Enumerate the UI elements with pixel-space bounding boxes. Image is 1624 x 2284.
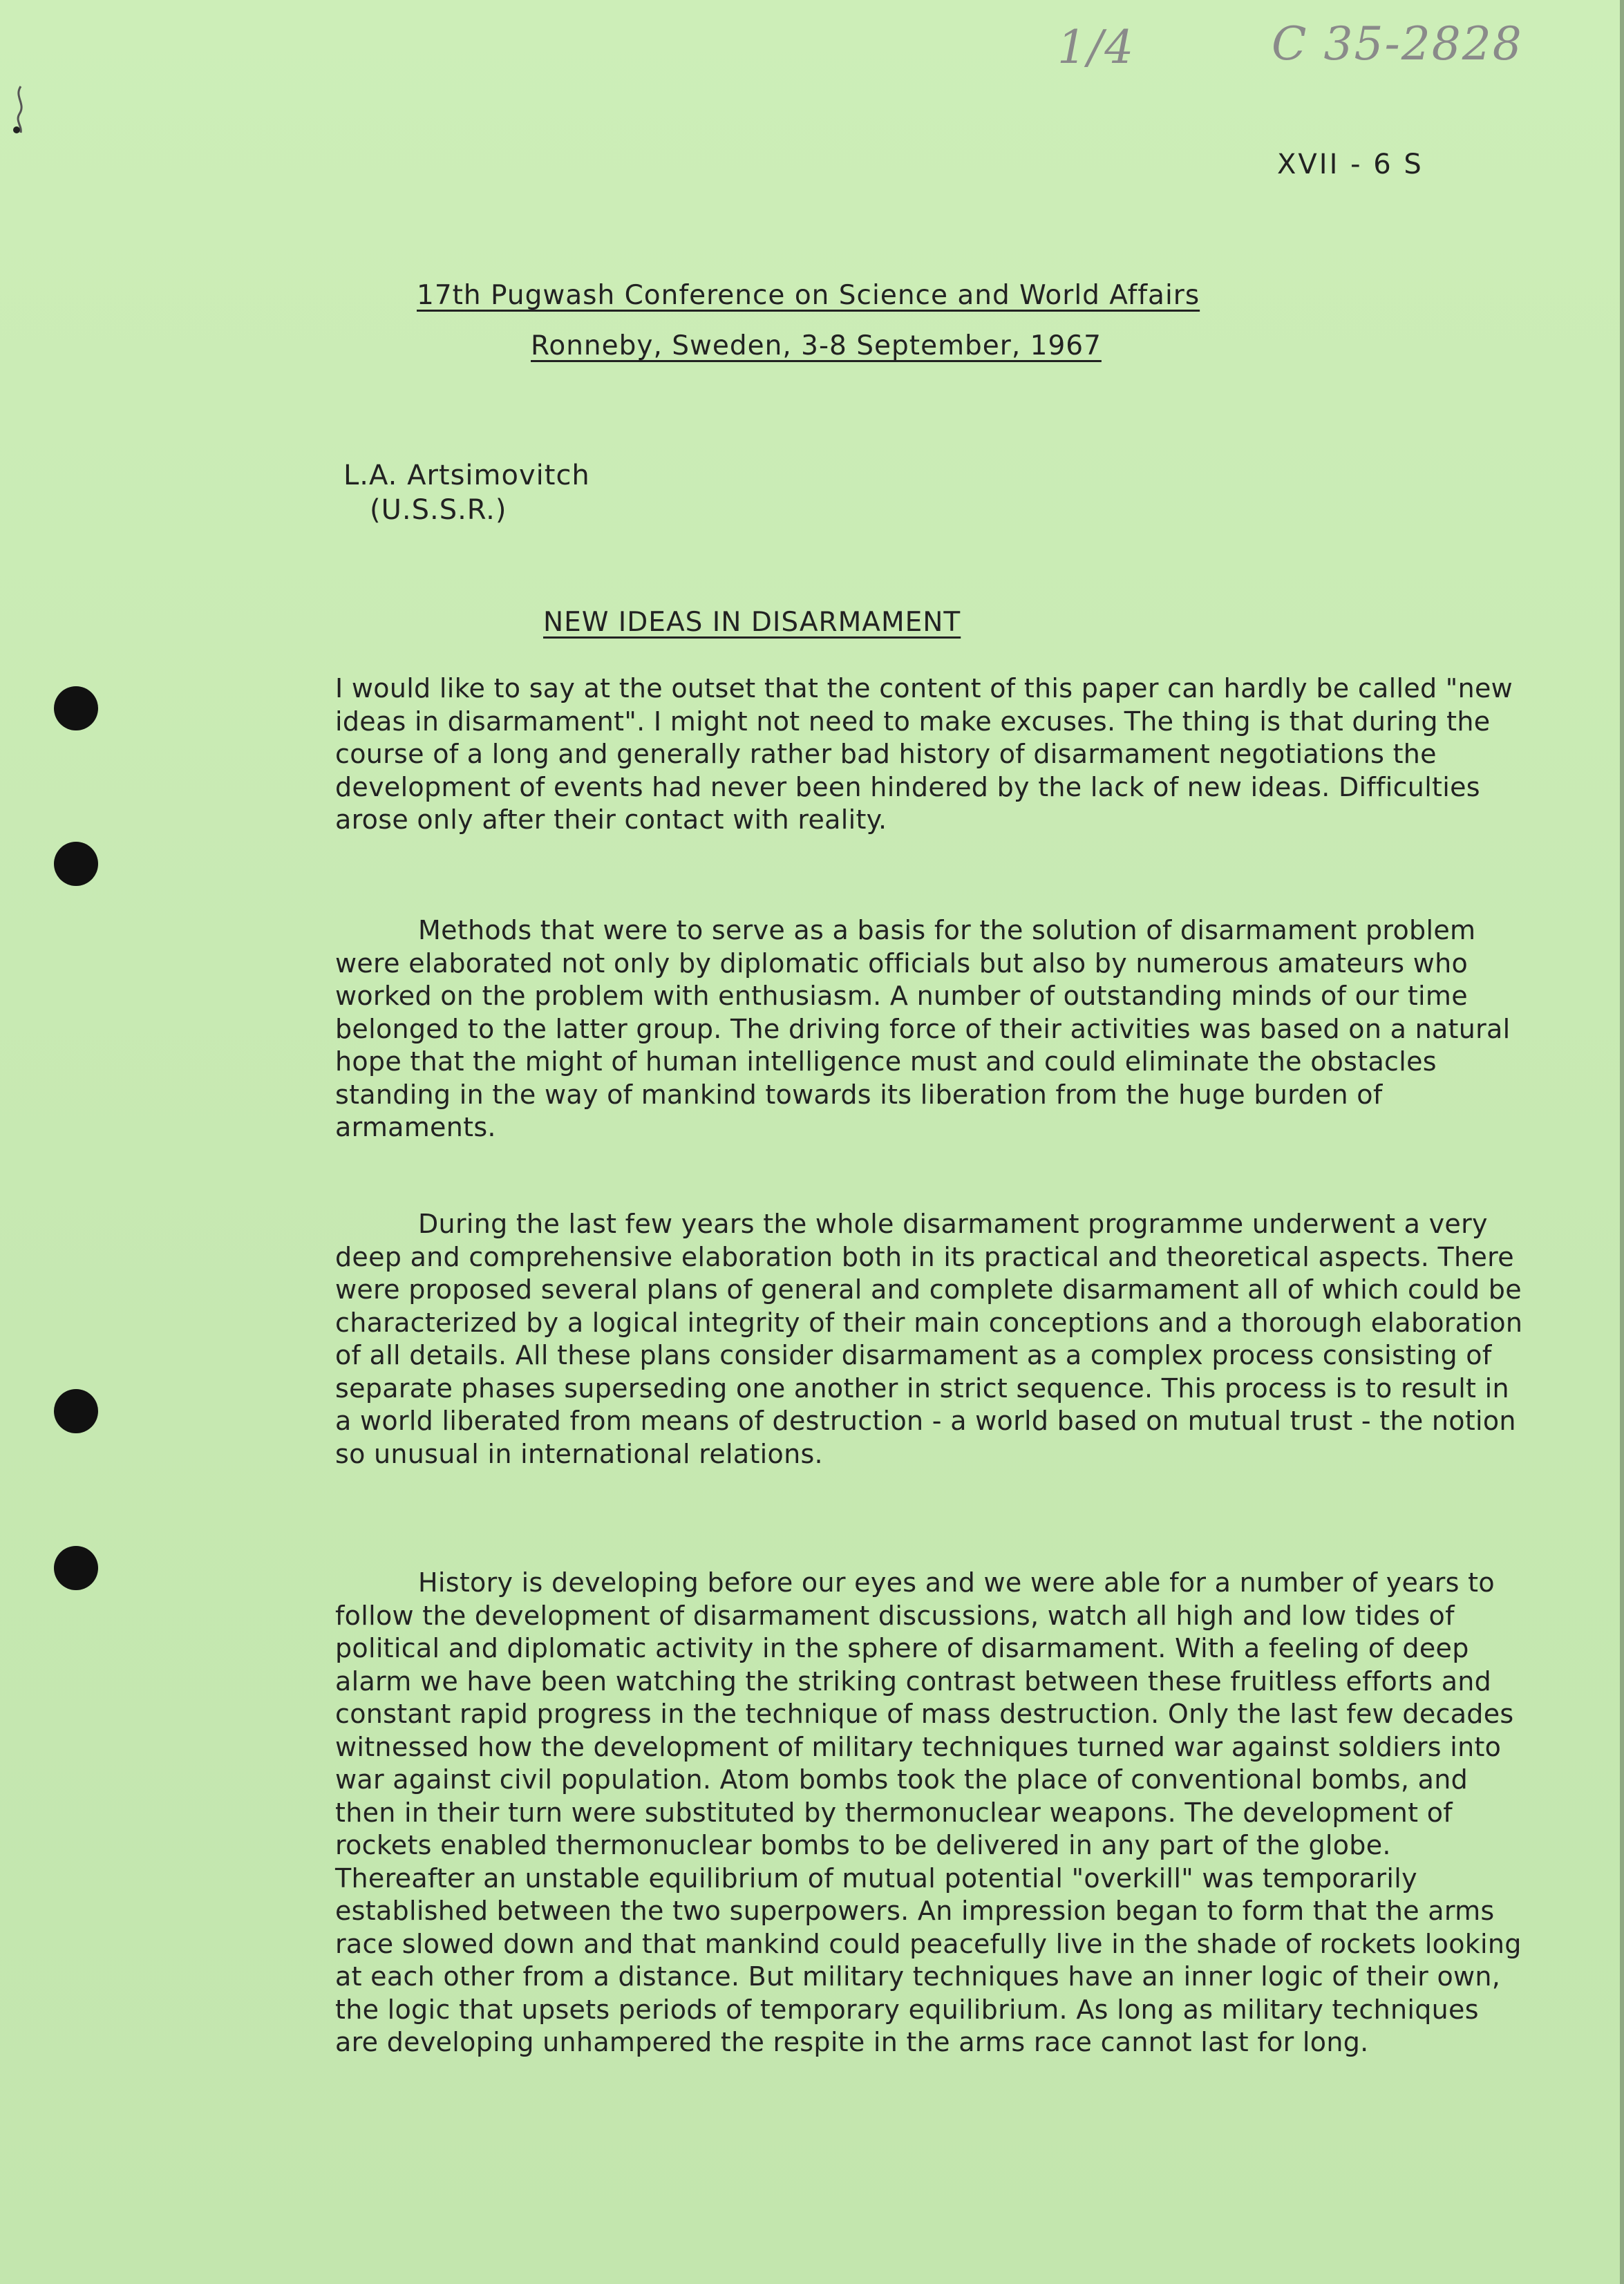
conference-location-date: Ronneby, Sweden, 3-8 September, 1967: [531, 330, 1102, 361]
document-title: NEW IDEAS IN DISARMAMENT: [543, 607, 961, 638]
body-paragraph: I would like to say at the outset that the content of this paper can hardly be called "new ideas in disarmament". I might not need to make excuses. The thing is that during the course of a long and generally rather bad history of disarmament negotiations the development of events had never been hindered by the lack of new ideas. Difficulties arose only after their contact with reality.: [335, 673, 1513, 835]
handwritten-catalog-number: C 35-2828: [1272, 17, 1523, 70]
punch-hole: [54, 1389, 98, 1433]
body-paragraph: During the last few years the whole disarmament programme underwent a very deep and comprehensive elaboration both in its practical and theoretical aspects. There were proposed several plans of general and complete disarmament all of which could be characterized by a logical integrity of their main conceptions and a thorough elaboration of all details. All these plans consider disarmament as a complex process consisting of separate phases superseding one another in strict sequence. This process is to result in a world liberated from means of destruction - a world based on mutual trust - the notion so unusual in international relations.: [335, 1209, 1523, 1469]
pencil-mark-icon: [7, 83, 35, 138]
author-name: L.A. Artsimovitch: [343, 460, 590, 491]
body-paragraph: Methods that were to serve as a basis for the solution of disarmament problem were elaborated not only by diplomatic officials but also by numerous amateurs who worked on the problem with enthusiasm. A number of outstanding minds of our time belonged to the latter group. The driving force of their activities was based on a natural hope that the might of human intelligence must and could eliminate the obstacles standing in the way of mankind towards its liberation from the huge burden of armaments.: [335, 915, 1511, 1142]
punch-hole: [54, 1546, 98, 1590]
author-country: (U.S.S.R.): [370, 494, 507, 526]
punch-hole: [54, 686, 98, 730]
page-edge: [1620, 0, 1624, 2284]
body-paragraph: History is developing before our eyes and we were able for a number of years to follow the development of disarmament discussions, watch all high and low tides of political and diplomatic activity in the sphere of disarmament. With a feeling of deep alarm we have been watching the striking contrast between these fruitless efforts and constant rapid progress in the technique of mass destruction. Only the last few decades witnessed how the development of military techniques turned war against soldiers into war against civil population. Atom bombs took the place of conventional bombs, and then in their turn were substituted by thermonuclear weapons. The development of rockets enabled thermonuclear bombs to be delivered in any part of the globe. Thereafter an unstable equilibrium of mutual potential "overkill" was temporarily established between the two superpowers. An impression began to form that the arms race slowed down and that mankind could peacefully live in the shade of rockets looking at each other from a distance. But military techniques have an inner logic of their own, the logic that upsets periods of temporary equilibrium. As long as military techniques are developing unhampered the respite in the arms race cannot last for long.: [335, 1567, 1522, 2057]
punch-hole: [54, 842, 98, 886]
document-reference: XVII - 6 S: [1277, 149, 1424, 180]
handwritten-page-mark: 1/4: [1057, 21, 1135, 74]
conference-name: 17th Pugwash Conference on Science and World Affairs: [417, 280, 1200, 311]
